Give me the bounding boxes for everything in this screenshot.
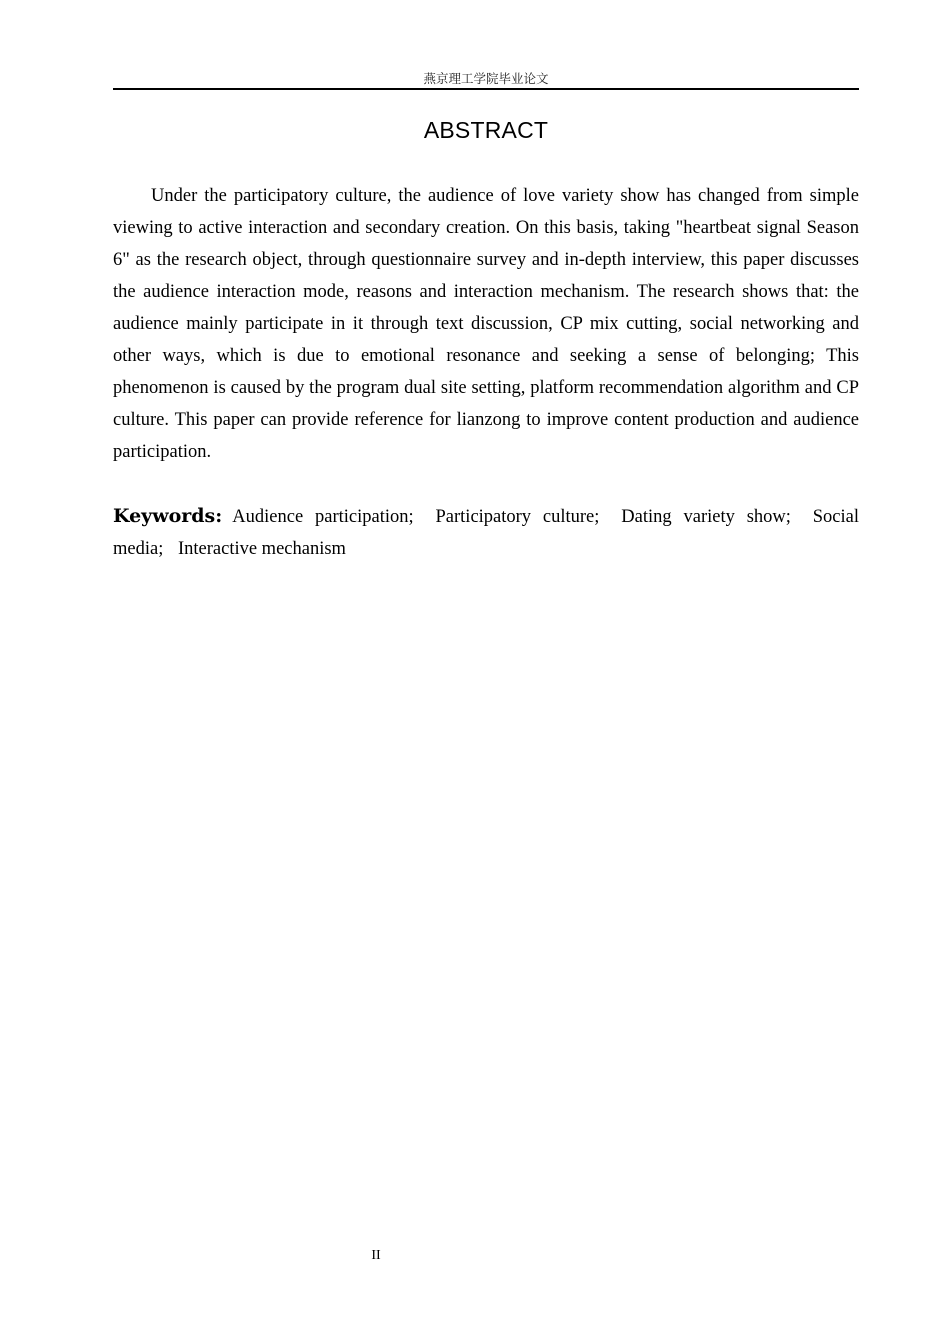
keyword-item: Dating variety show; <box>621 507 791 527</box>
keywords-label: Keywords: <box>113 505 223 527</box>
page-number: II <box>371 1248 381 1263</box>
keyword-item: Interactive mechanism <box>177 539 346 559</box>
keywords-paragraph <box>113 500 859 565</box>
keyword-item: Participatory culture; <box>435 507 600 527</box>
abstract-title: ABSTRACT <box>423 117 549 143</box>
keyword-item: Audience participation; <box>232 507 414 527</box>
abstract-body: Under the participatory culture, the audience of love variety show has changed from simple viewing to active interaction and secondary creation. On this basis, taking "heartbeat signal Season 6" as the research object, through questionnaire survey and in-depth interview, this paper discusses the audience interaction mode, reasons and interaction mechanism. The research shows that: the audience mainly participate in it through text discussion, CP mix cutting, social networking and other ways, which is due to emotional resonance and seeking a sense of belonging; This phenomenon is caused by the program dual site setting, platform recommendation algorithm and CP culture. This paper can provide reference for lianzong to improve content production and audience participation. <box>113 186 859 462</box>
running-header: 燕京理工学院毕业论文 <box>113 70 859 90</box>
keyword-item: Social media; <box>113 507 860 559</box>
